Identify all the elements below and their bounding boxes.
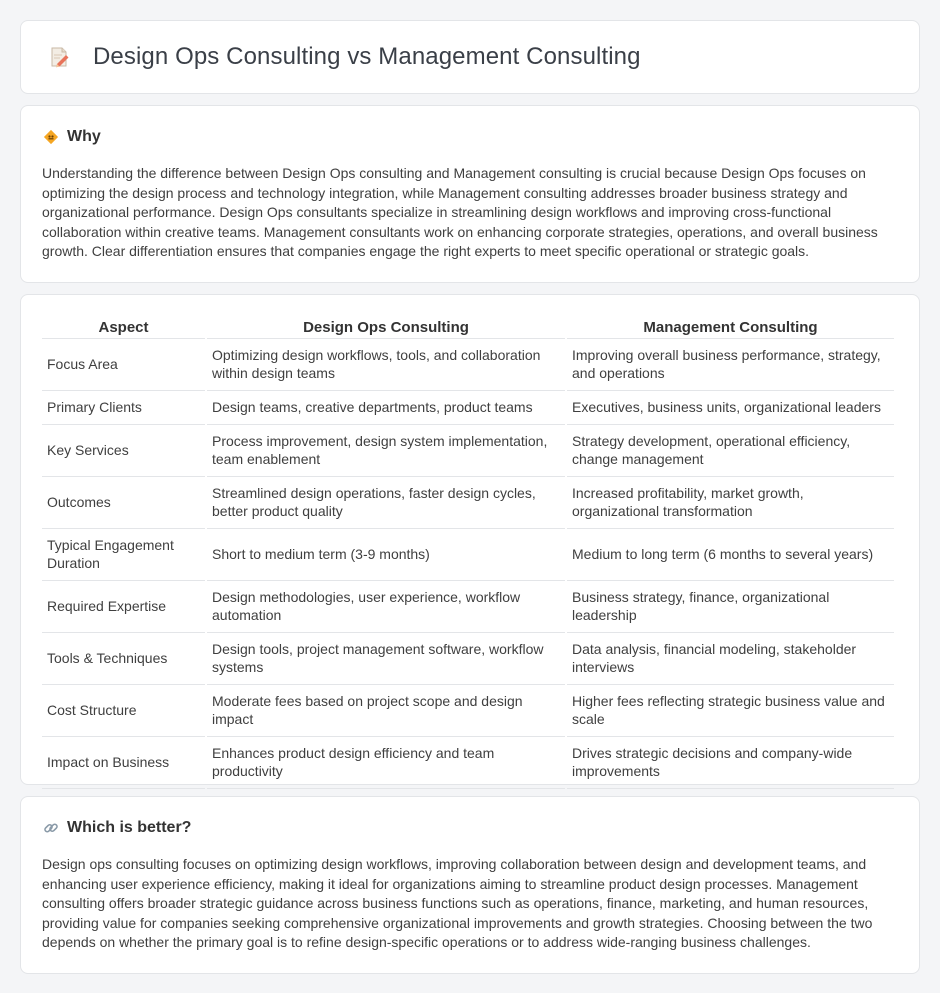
aspect-cell: Focus Area	[42, 339, 205, 391]
table-row	[42, 339, 894, 391]
design-ops-cell: Process improvement, design system implementation, team enablement	[207, 425, 565, 477]
document-pencil-icon	[47, 45, 71, 69]
which-section	[20, 796, 920, 974]
design-ops-cell: Design methodologies, user experience, workflow automation	[207, 581, 565, 633]
design-ops-cell: Design tools, project management software, workflow systems	[207, 633, 565, 685]
table-row	[42, 477, 894, 529]
why-section	[20, 105, 920, 283]
table-header-row	[42, 315, 894, 339]
management-cell: Executives, business units, organizational leaders	[567, 391, 894, 425]
column-header-design-ops: Design Ops Consulting	[207, 315, 565, 339]
management-cell: Drives strategic decisions and company-wide improvements	[567, 737, 894, 789]
management-cell: Strategy development, operational efficiency, change management	[567, 425, 894, 477]
management-cell: Data analysis, financial modeling, stakeholder interviews	[567, 633, 894, 685]
table-row	[42, 685, 894, 737]
comparison-table	[40, 315, 896, 789]
aspect-cell: Outcomes	[42, 477, 205, 529]
why-heading-label: Why	[67, 128, 101, 145]
table-row	[42, 737, 894, 789]
table-row	[42, 425, 894, 477]
design-ops-cell: Enhances product design efficiency and team productivity	[207, 737, 565, 789]
management-cell: Increased profitability, market growth, organizational transformation	[567, 477, 894, 529]
management-cell: Improving overall business performance, strategy, and operations	[567, 339, 894, 391]
which-heading	[42, 819, 898, 837]
management-cell: Medium to long term (6 months to several years)	[567, 529, 894, 581]
table-row	[42, 633, 894, 685]
management-cell: Business strategy, finance, organizational leadership	[567, 581, 894, 633]
design-ops-cell: Short to medium term (3-9 months)	[207, 529, 565, 581]
column-header-management: Management Consulting	[567, 315, 894, 339]
which-text: Design ops consulting focuses on optimizing design workflows, improving collaboration between design and development teams, and enhancing user experience efficiency, making it ideal for organizations aiming to streamline product design processes. Management consulting offers broader strategic guidance across business functions such as operations, finance, marketing, and human resources, providing value for companies seeking comprehensive organizational improvements and growth strategies. Choosing between the two depends on whether the primary goal is to refine design-specific operations or to address wide-ranging business challenges.	[42, 856, 873, 951]
why-text: Understanding the difference between Design Ops consulting and Management consulting is crucial because Design Ops focuses on optimizing the design process and technology integration, while Management consulting addresses broader business strategy and organizational performance. Design Ops consultants specialize in streamlining design workflows and improving cross-functional collaboration within creative teams. Management consultants work on enhancing corporate strategies, operations, and overall business growth. Clear differentiation ensures that companies engage the right experts to meet specific operational or strategic goals.	[42, 165, 878, 260]
title-card	[20, 20, 920, 94]
page-title: Design Ops Consulting vs Management Consulting	[93, 43, 641, 70]
link-icon	[42, 819, 60, 837]
table-row	[42, 581, 894, 633]
management-cell: Higher fees reflecting strategic business value and scale	[567, 685, 894, 737]
aspect-cell: Typical Engagement Duration	[42, 529, 205, 581]
aspect-cell: Impact on Business	[42, 737, 205, 789]
table-row	[42, 529, 894, 581]
why-heading	[42, 128, 898, 146]
design-ops-cell: Streamlined design operations, faster design cycles, better product quality	[207, 477, 565, 529]
design-ops-cell: Design teams, creative departments, product teams	[207, 391, 565, 425]
table-row	[42, 391, 894, 425]
design-ops-cell: Moderate fees based on project scope and design impact	[207, 685, 565, 737]
design-ops-cell: Optimizing design workflows, tools, and collaboration within design teams	[207, 339, 565, 391]
aspect-cell: Cost Structure	[42, 685, 205, 737]
aspect-cell: Key Services	[42, 425, 205, 477]
aspect-cell: Required Expertise	[42, 581, 205, 633]
column-header-aspect: Aspect	[42, 315, 205, 339]
diamond-sign-icon	[42, 128, 60, 146]
aspect-cell: Primary Clients	[42, 391, 205, 425]
which-heading-label: Which is better?	[67, 819, 192, 836]
aspect-cell: Tools & Techniques	[42, 633, 205, 685]
comparison-table-card	[20, 294, 920, 785]
